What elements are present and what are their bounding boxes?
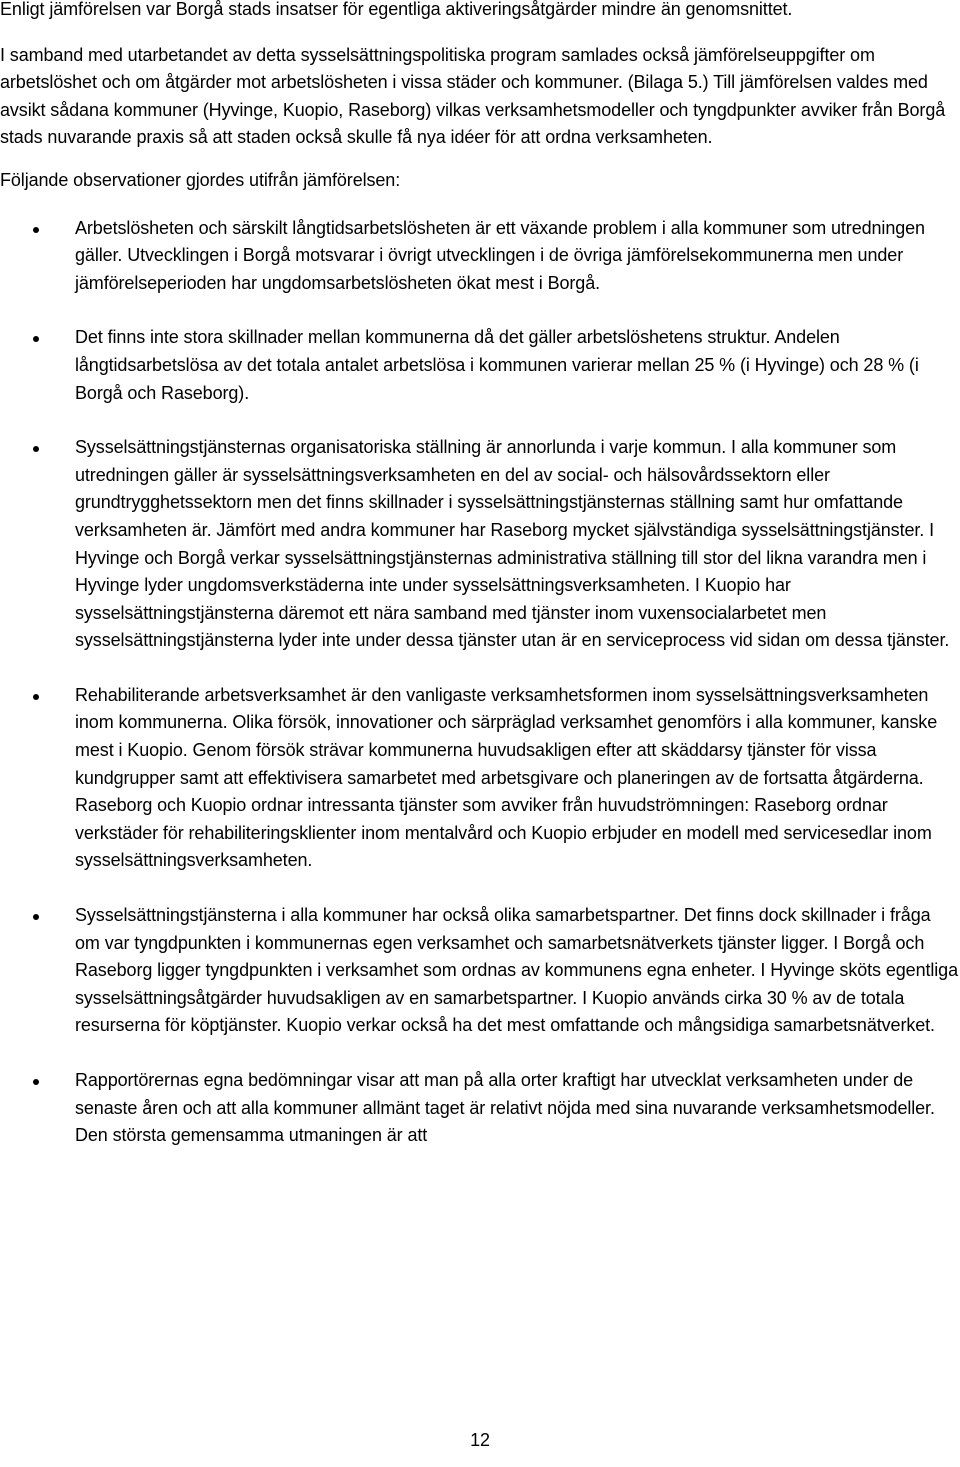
- list-item: [0, 1067, 958, 1150]
- list-item: [0, 215, 958, 298]
- list-item-text: Sysselsättningstjänsternas organisatoriska ställning är annorlunda i varje kommun. I alla kommuner som utredningen gäller är sysselsättningsverksamheten en del av social- och hälsovårdssektorn eller grundtrygghetssektorn men det finns skillnader i sysselsättningstjänsternas ställning samt hur omfattande verksamheten är. Jämfört med andra kommuner har Raseborg mycket självständiga sysselsättningstjänster. I Hyvinge och Borgå verkar sysselsättningstjänsternas administrativa ställning till stor del likna varandra men i Hyvinge lyder ungdomsverkstäderna inte under sysselsättningsverksamheten. I Kuopio har sysselsättningstjänsterna däremot ett nära samband med tjänster inom vuxensocialarbetet men sysselsättningstjänsterna lyder inte under dessa tjänster utan är en serviceprocess vid sidan om dessa tjänster.: [75, 437, 950, 651]
- list-item-text: Rehabiliterande arbetsverksamhet är den vanligaste verksamhetsformen inom sysselsättningsverksamheten inom kommunerna. Olika försök, innovationer och särpräglad verksamhet genomförs i alla kommuner, kanske mest i Kuopio. Genom försök strävar kommunerna huvudsakligen efter att skäddarsy tjänster för vissa kundgrupper samt att effektivisera samarbetet med arbetsgivare och planeringen av de fortsatta åtgärderna. Raseborg och Kuopio ordnar intressanta tjänster som avviker från huvudströmningen: Raseborg ordnar verkstäder för rehabiliteringsklienter inom mentalvård och Kuopio erbjuder en modell med servicesedlar inom sysselsättningsverksamheten.: [75, 684, 938, 871]
- list-item-text: Sysselsättningstjänsterna i alla kommuner har också olika samarbetspartner. Det finns dock skillnader i fråga om var tyngdpunkten i kommunernas egen verksamhet och samarbetsnätverkets tjänster ligger. I Borgå och Raseborg ligger tyngdpunkten i verksamhet som ordnas av kommunens egna enheter. I Hyvinge sköts egentliga sysselsättningsåtgärder huvudsakligen av en samarbetspartner. I Kuopio används cirka 30 % av de totala resurserna för köptjänster. Kuopio verkar också ha det mest omfattande och mångsidiga samarbetsnätverket.: [75, 905, 959, 1036]
- paragraph-comparison: I samband med utarbetandet av detta sysselsättningspolitiska program samlades också jämförelseuppgifter om arbetslöshet och om åtgärder mot arbetslösheten i vissa städer och kommuner. (Bilaga 5.) Till jämförelsen valdes med avsikt sådana kommuner (Hyvinge, Kuopio, Raseborg) vilkas verksamhetsmodeller och tyngdpunkter avviker från Borgå stads nuvarande praxis så att staden också skulle få nya idéer för att ordna verksamheten.: [0, 44, 946, 148]
- list-item-text: Arbetslösheten och särskilt långtidsarbetslösheten är ett växande problem i alla kommuner som utredningen gäller. Utvecklingen i Borgå motsvarar i övrigt utvecklingen i de övriga jämförelsekommunerna men under jämförelseperioden har ungdomsarbetslösheten ökat mest i Borgå.: [75, 217, 925, 293]
- bullet-icon: [33, 336, 39, 342]
- paragraph-observations-lead: Följande observationer gjordes utifrån jämförelsen:: [0, 169, 401, 190]
- page-number: 12: [470, 1430, 490, 1450]
- list-item: [0, 682, 958, 875]
- bullet-icon: [33, 914, 39, 920]
- observations-list: [0, 215, 958, 1150]
- bullet-icon: [33, 227, 39, 233]
- list-item-text: Rapportörernas egna bedömningar visar att man på alla orter kraftigt har utvecklat verksamheten under de senaste åren och att alla kommuner allmänt taget är relativt nöjda med sina nuvarande verksamhetsmodeller. Den största gemensamma utmaningen är att: [75, 1070, 935, 1146]
- list-item: [0, 324, 958, 407]
- list-item-text: Det finns inte stora skillnader mellan kommunerna då det gäller arbetslöshetens struktur. Andelen långtidsarbetslösa av det totala antalet arbetslösa i kommunen varierar mellan 25 % (i Hyvinge) och 28 % (i Borgå och Raseborg).: [75, 327, 919, 403]
- bullet-icon: [33, 446, 39, 452]
- bullet-icon: [33, 1079, 39, 1085]
- paragraph-intro: Enligt jämförelsen var Borgå stads insatser för egentliga aktiveringsåtgärder mindre än genomsnittet.: [0, 0, 793, 19]
- list-item: [0, 902, 958, 1040]
- bullet-icon: [33, 694, 39, 700]
- list-item: [0, 434, 958, 655]
